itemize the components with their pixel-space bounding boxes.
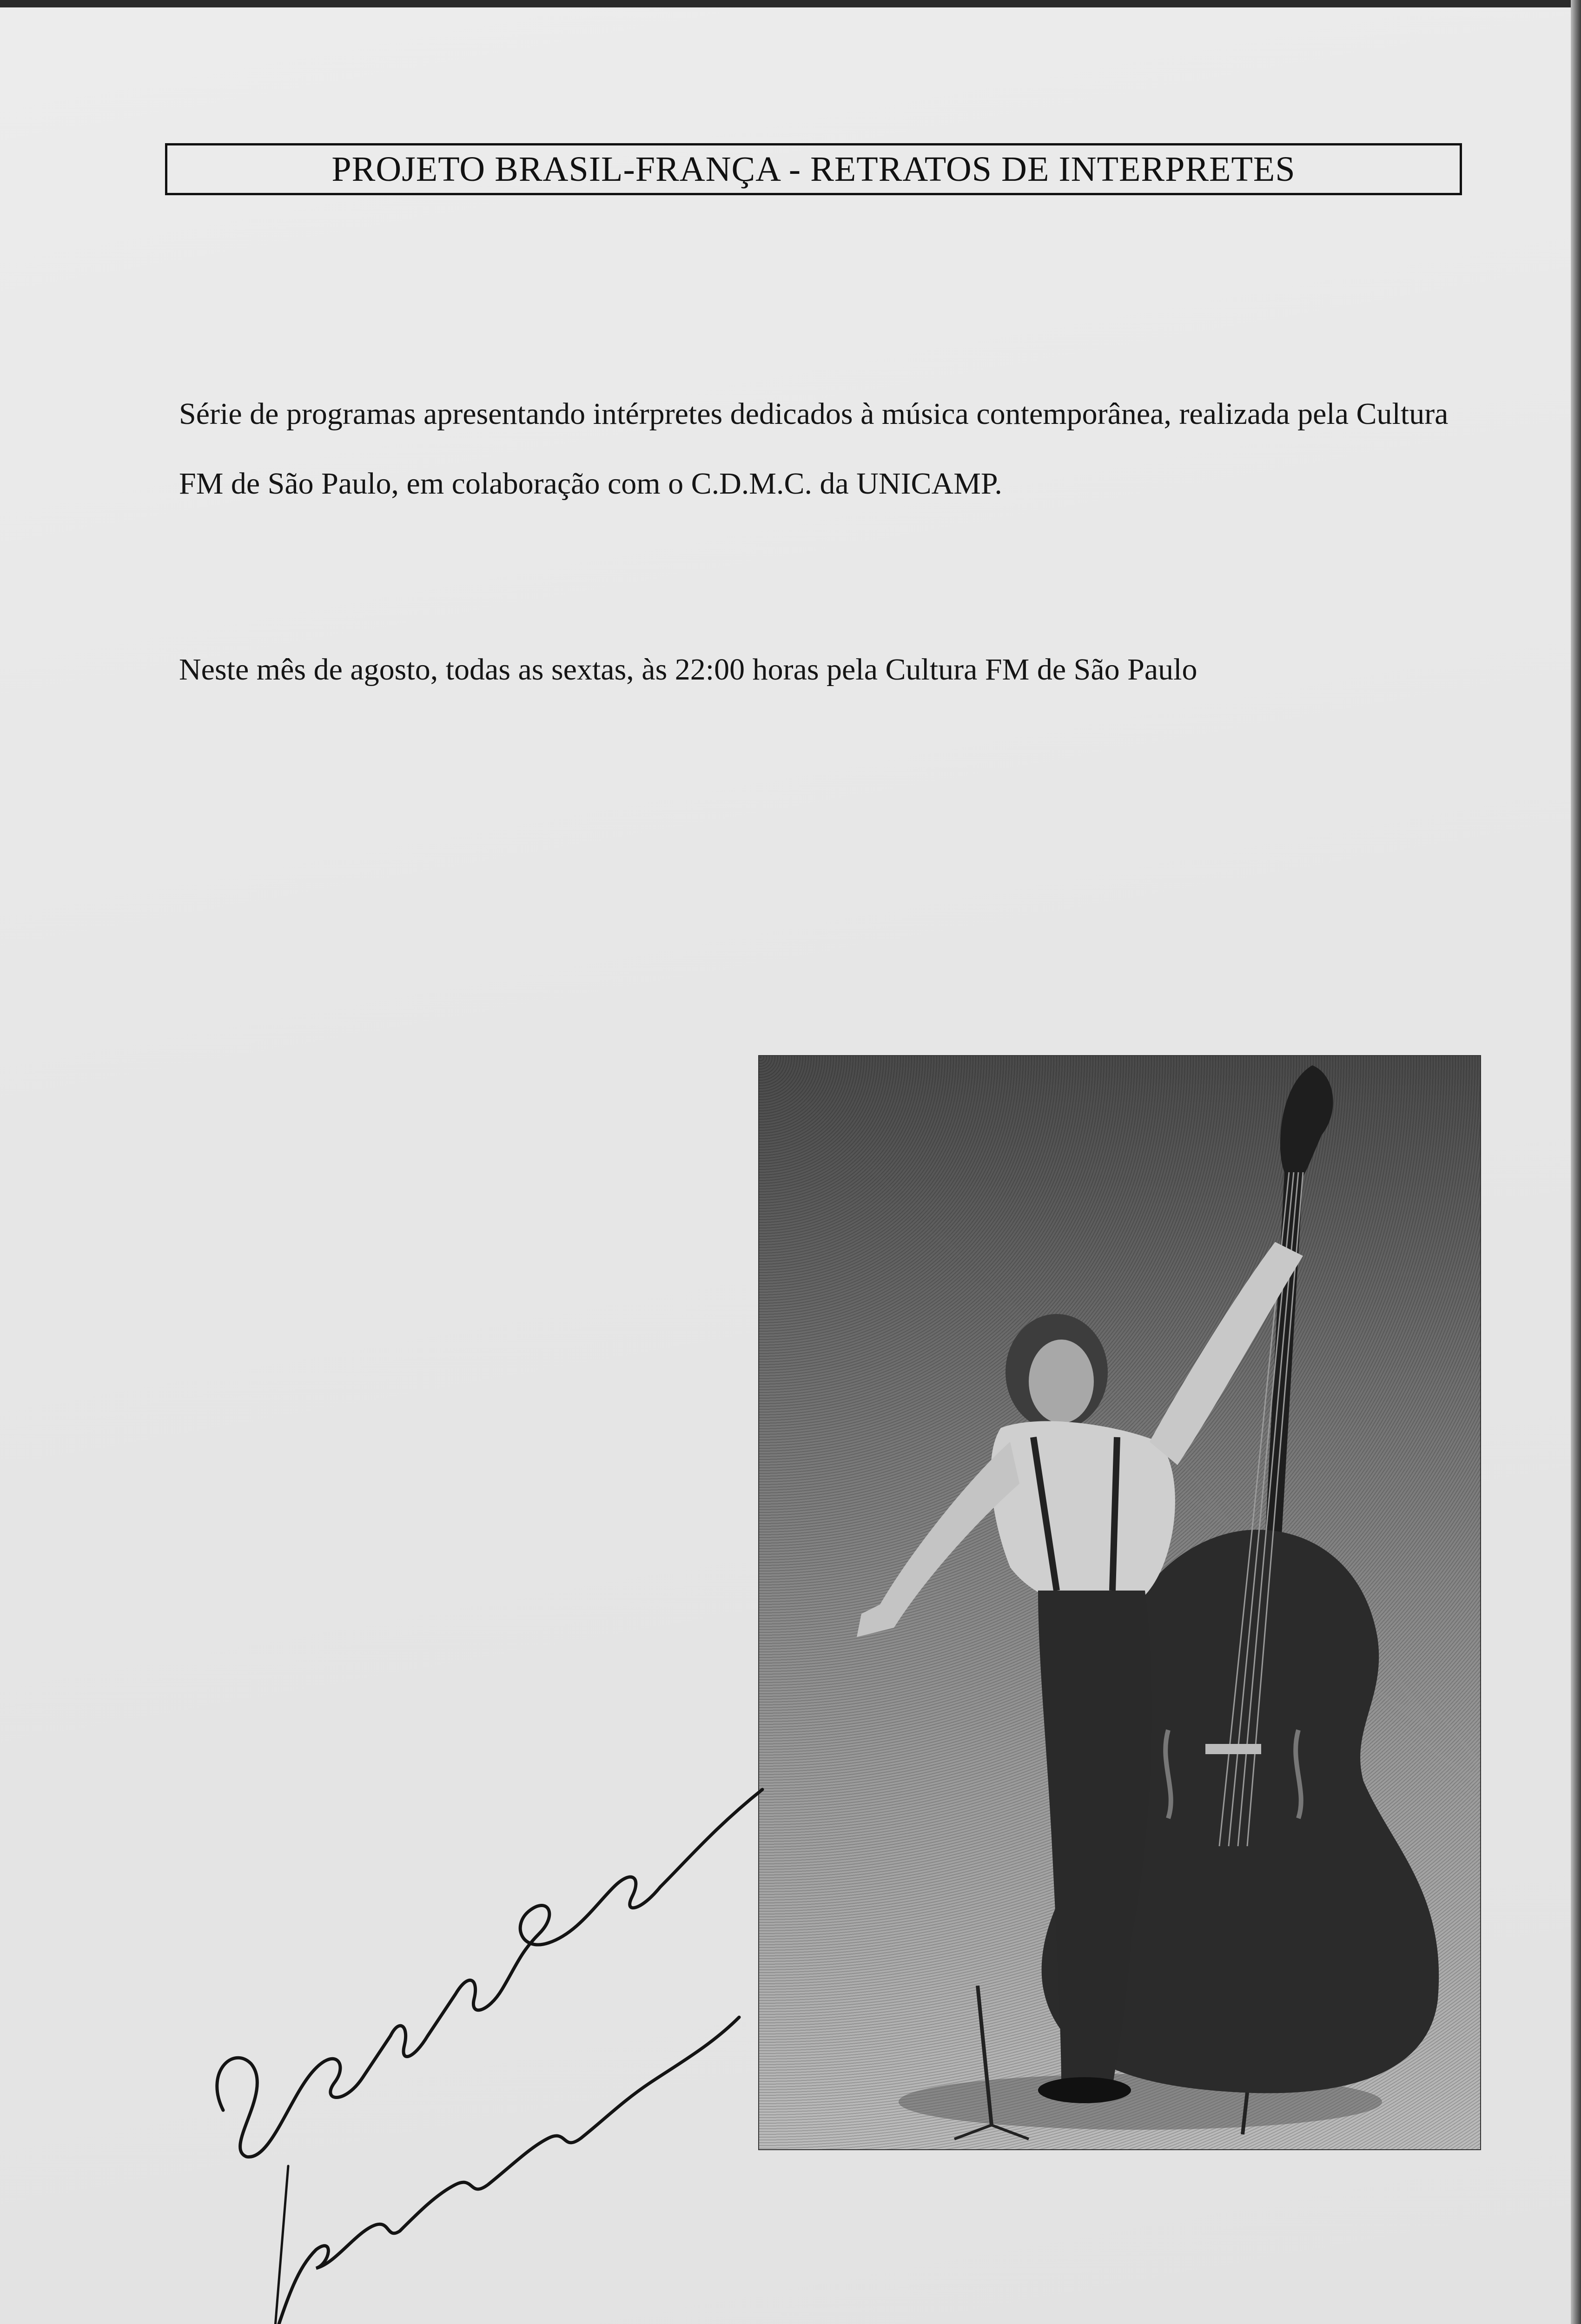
handwritten-signature bbox=[195, 1692, 781, 2324]
schedule-text: Neste mês de agosto, todas as sextas, às 22:00 horas pela Cultura FM de São Paulo bbox=[179, 653, 1197, 687]
signature-strokes bbox=[195, 1692, 781, 2324]
header-box bbox=[165, 143, 1462, 195]
page-title: PROJETO BRASIL-FRANÇA - RETRATOS DE INTERPRETES bbox=[331, 149, 1296, 189]
description-line-1: Série de programas apresentando intérpretes dedicados à música contemporânea, realizada pela Cultura bbox=[179, 397, 1449, 431]
performer-photo bbox=[759, 1056, 1480, 2149]
description-line-2: FM de São Paulo, em colaboração com o C.D.M.C. da UNICAMP. bbox=[179, 467, 1002, 501]
double-bass-illustration bbox=[759, 1056, 1480, 2149]
